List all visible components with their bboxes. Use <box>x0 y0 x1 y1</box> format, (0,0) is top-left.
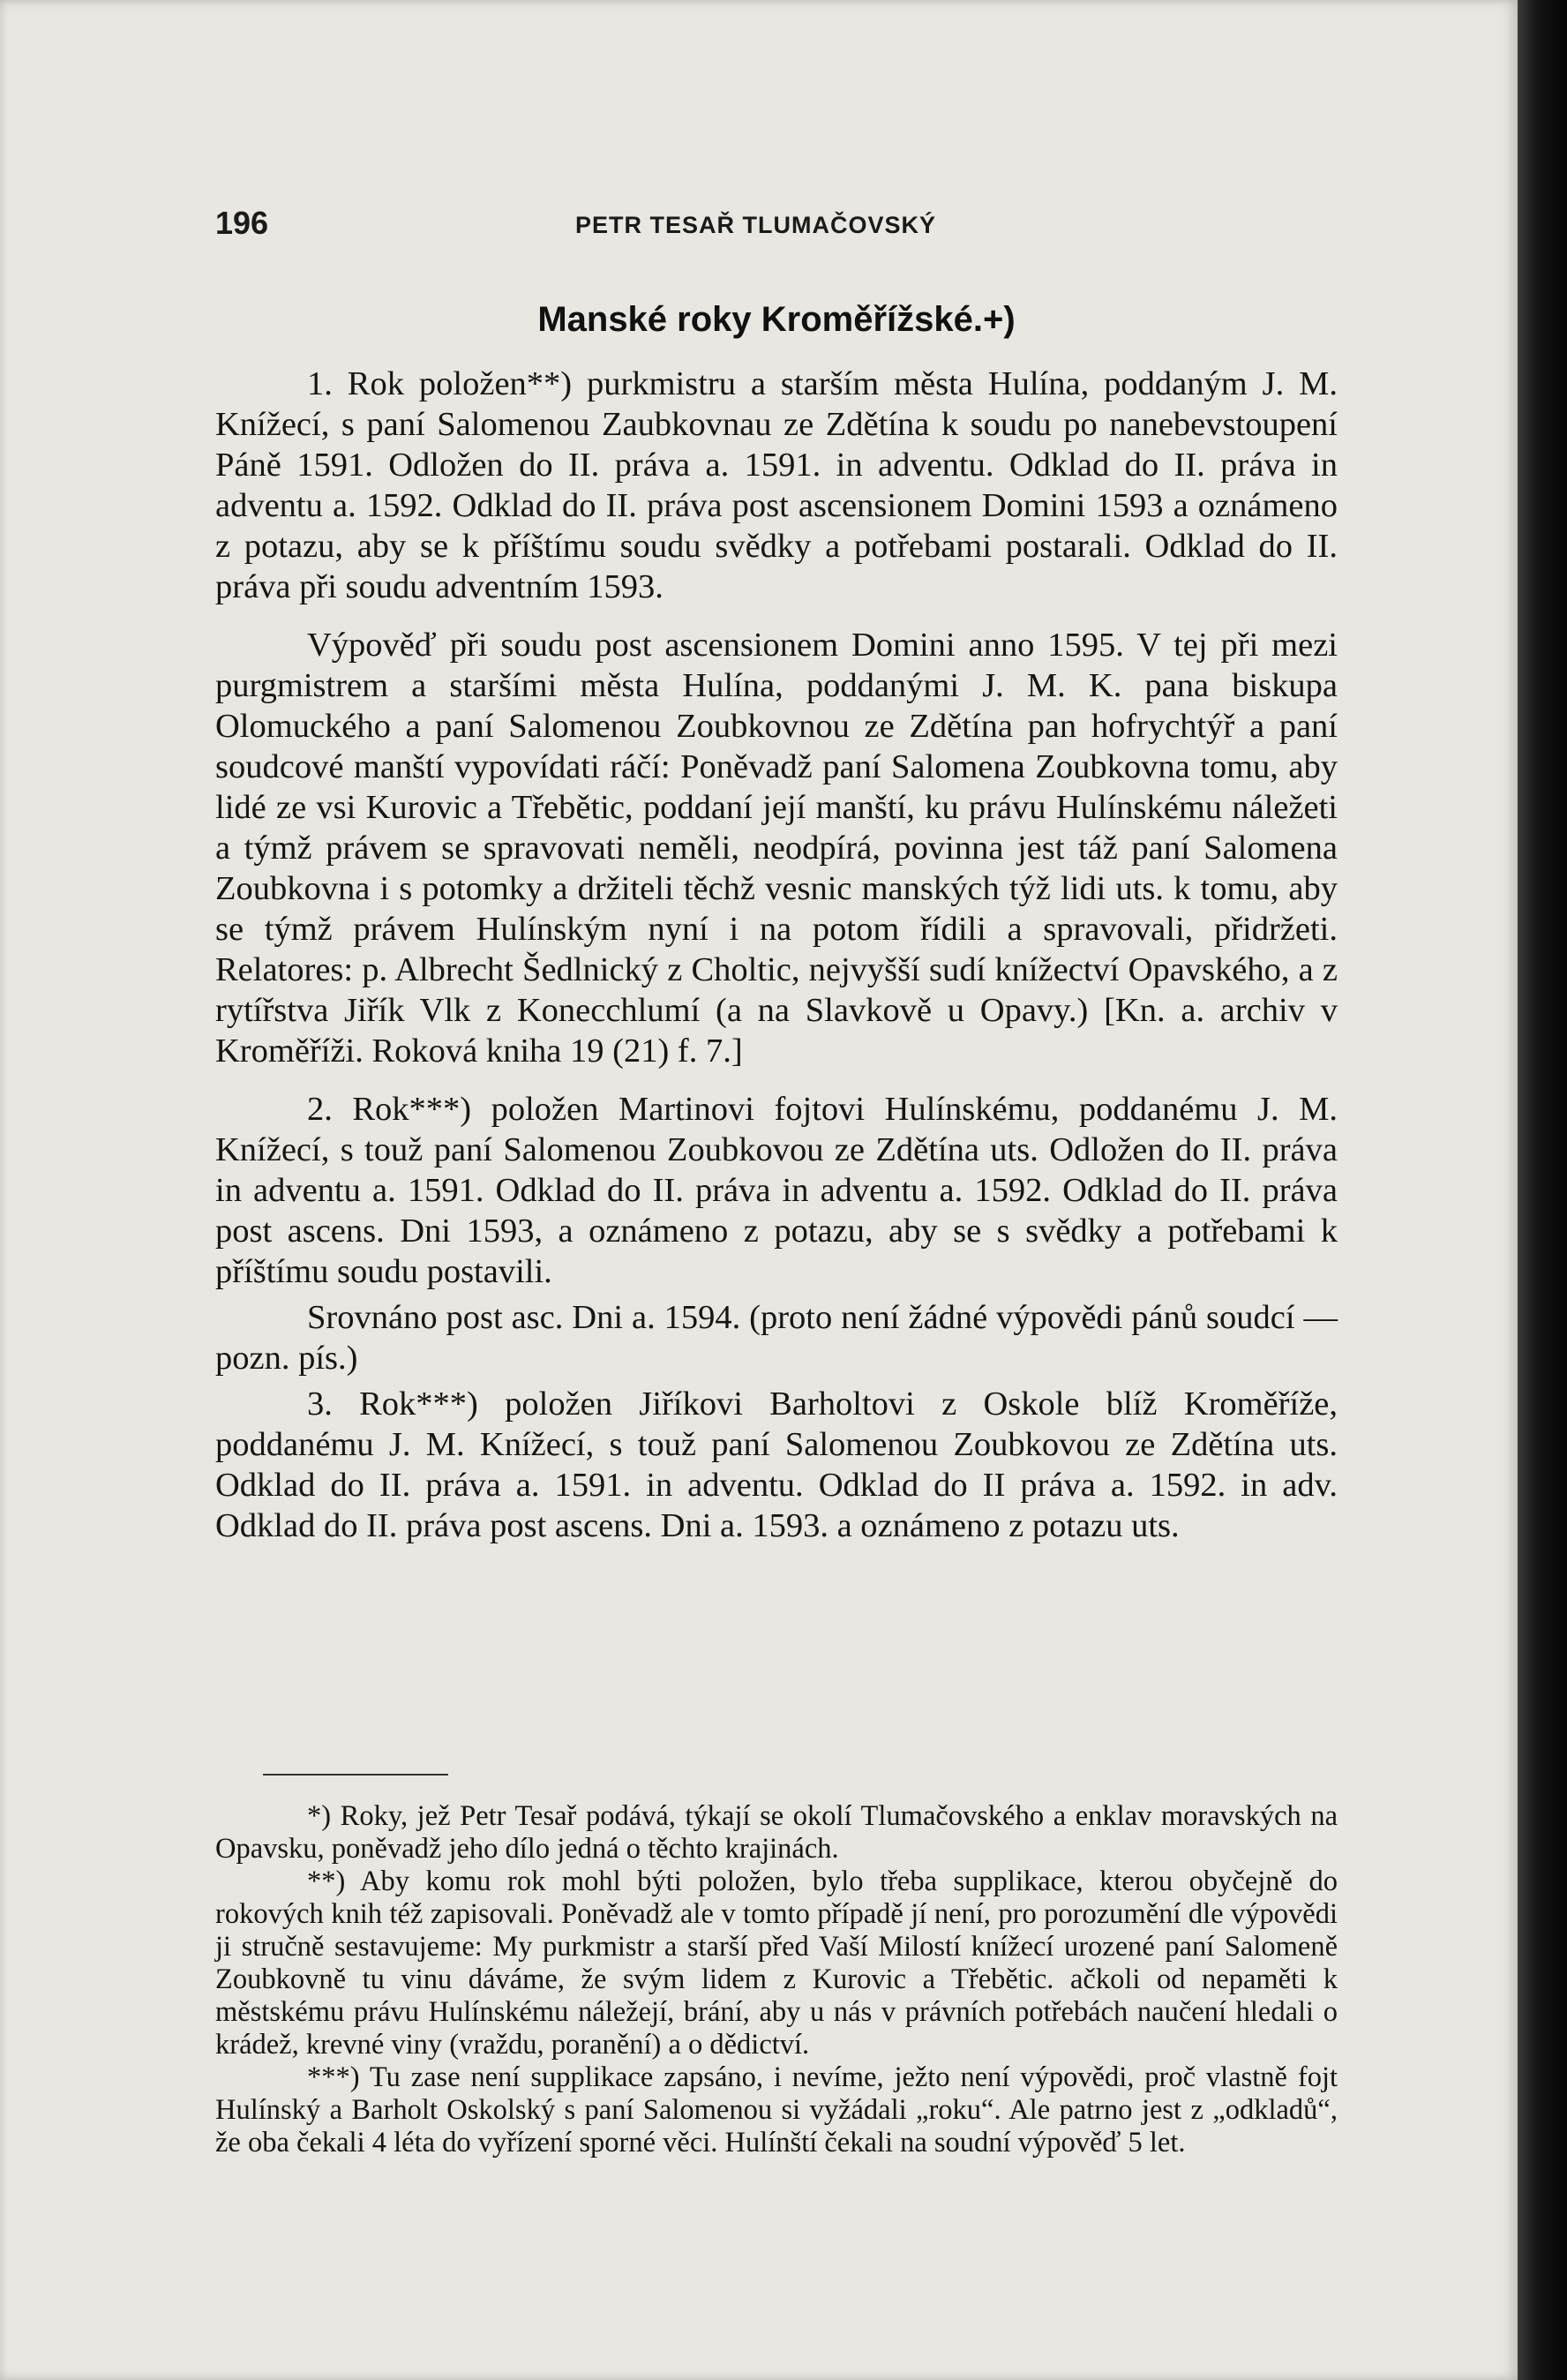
paragraph-rok-3: 3. Rok***) položen Jiříkovi Barholtovi z Oskole blíž Kroměříže, poddanému J. M. Knížecí, s touž paní Salomenou Zoubkovou ze Zdětína uts. Odklad do II. práva a. 1591. in adventu. Odklad do II práva a. 1592. in adv. Odklad do II. práva post ascens. Dni a. 1593. a oznámeno z potazu uts. <box>215 1385 1338 1544</box>
footnote-2: **) Aby komu rok mohl býti položen, bylo třeba supplikace, kterou obyčejně do rokových knih též zapisovali. Poněvadž ale v tomto případě jí není, pro porozumění dle výpovědi ji stručně sestavujeme: My purkmistr a starší před Vaší Milostí knížecí urozené paní Salomeně Zoubkovně tu vinu dáváme, že svým lidem z Kurovic a Třebětic. ačkoli od nepaměti k městskému právu Hulínskému náležejí, brání, aby u nás v právních potřebách naučení hledali o krádež, krevné viny (vraždu, poranění) a o dědictví. <box>215 1866 1338 2061</box>
main-text <box>215 364 1338 1564</box>
scan-border <box>1518 0 1567 2380</box>
running-head: PETR TESAŘ TLUMAČOVSKÝ <box>575 212 937 238</box>
paragraph-vypoved: Výpověď při soudu post ascensionem Domini anno 1595. V tej při mezi purgmistrem a staršími města Hulína, poddanými J. M. K. pana biskupa Olomuckého a paní Salomenou Zoubkovnou ze Zdětína pan hofrychtýř a paní soudcové manští vypovídati ráčí: Poněvadž paní Salomena Zoubkovna tomu, aby lidé ze vsi Kurovic a Třebětic, poddaní její manští, ku právu Hulínskému náležeti a týmž právem se spravovati neměli, neodpírá, povinna jest táž paní Salomena Zoubkovna i s potomky a držiteli těchž vesnic manských týž lidi uts. k tomu, aby se týmž právem Hulínským nyní i na potom řídili a spravovali, přidržeti. Relatores: p. Albrecht Šedlnický z Choltic, nejvyšší sudí knížectví Opavského, a z rytířstva Jiřík Vlk z Konecchlumí (a na Slavkově u Opavy.) [Kn. a. archiv v Kroměříži. Roková kniha 19 (21) f. 7.] <box>215 627 1338 1070</box>
footnote-1: *) Roky, jež Petr Tesař podává, týkají se okolí Tlumačovského a enklav moravských na Opavsku, poněvadž jeho dílo jedná o těchto krajinách. <box>215 1800 1338 1865</box>
paragraph-rok-1: 1. Rok položen**) purkmistru a starším města Hulína, poddaným J. M. Knížecí, s paní Salomenou Zaubkovnau ze Zdětína k soudu po nanebevstoupení Páně 1591. Odložen do II. práva a. 1591. in adventu. Odklad do II. práva in adventu a. 1592. Odklad do II. práva post ascensionem Domini 1593 a oznámeno z potazu, aby se k příštímu soudu svědky a potřebami postarali. Odklad do II. práva při soudu adventním 1593. <box>215 365 1338 605</box>
paragraph-srovnano: Srovnáno post asc. Dni a. 1594. (proto není žádné výpovědi pánů soudcí — pozn. pís.) <box>215 1299 1338 1377</box>
page-number: 196 <box>215 205 269 241</box>
page-header <box>215 205 1338 245</box>
footnote-3: ***) Tu zase není supplikace zapsáno, i nevíme, ježto není výpovědi, proč vlastně fojt Hulínský a Barholt Oskolský s paní Salomenou si vyžádali „roku“. Ale patrno jest z „odkladů“, že oba čekali 4 léta do vyřízení sporné věci. Hulínští čekali na soudní výpověď 5 let. <box>215 2061 1338 2159</box>
footnote-rule <box>263 1774 448 1776</box>
footnotes <box>215 1774 1338 2159</box>
paragraph-rok-2: 2. Rok***) položen Martinovi fojtovi Hulínskému, poddanému J. M. Knížecí, s touž paní Salomenou Zoubkovou ze Zdětína uts. Odložen do II. práva in adventu a. 1591. Odklad do II. práva in adventu a. 1592. Odklad do II. práva post ascens. Dni 1593, a oznámeno z potazu, aby se s svědky a potřebami k příštímu soudu postavili. <box>215 1091 1338 1290</box>
section-title: Manské roky Kroměřížské.+) <box>537 300 1016 339</box>
